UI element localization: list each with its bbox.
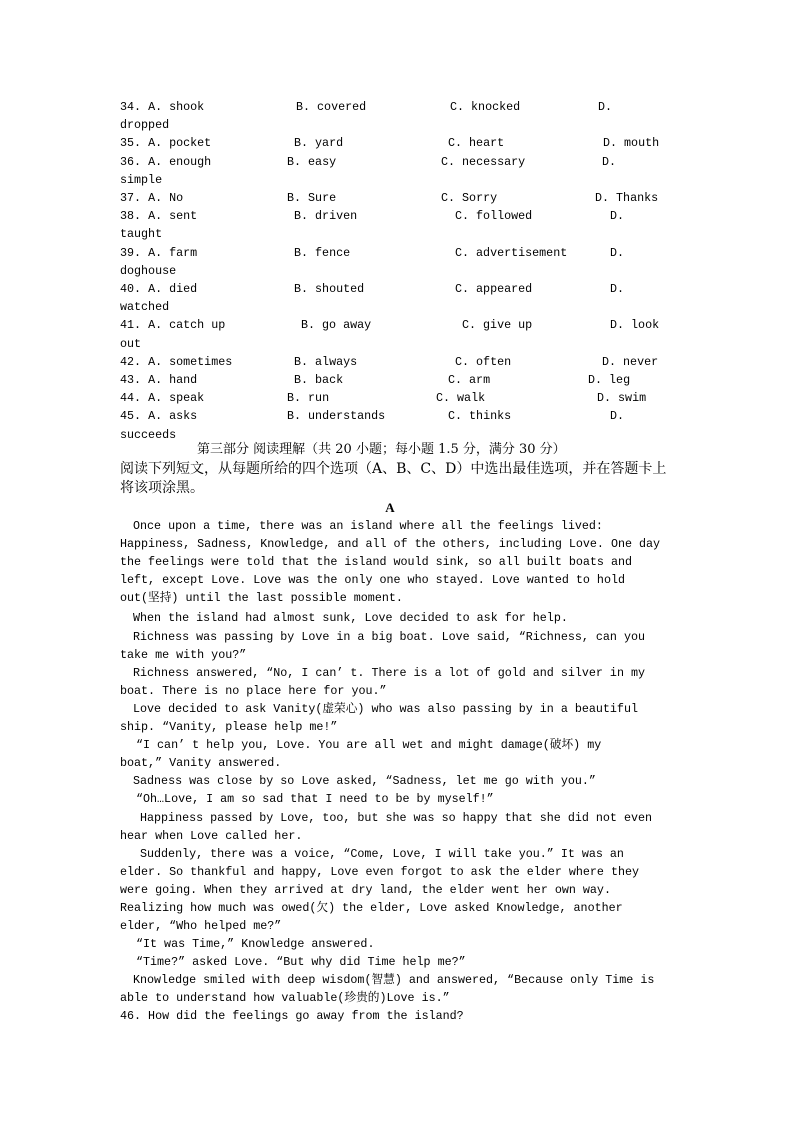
option-text: asks <box>169 409 198 424</box>
option-a <box>120 280 197 298</box>
question-number: 45. <box>120 409 142 424</box>
option-a <box>120 371 197 389</box>
option-text: taught <box>120 227 163 242</box>
question-row <box>120 244 680 280</box>
option-text: easy <box>308 154 337 169</box>
option-b <box>287 189 336 207</box>
passage-line: “Oh…Love, I am so sad that I need to be by myself!” <box>136 792 494 807</box>
option-b <box>294 371 343 389</box>
question-number: 37. <box>120 191 142 206</box>
option-c <box>455 207 532 225</box>
option-letter: B. <box>294 354 309 369</box>
option-a <box>120 98 204 116</box>
option-text: knocked <box>471 100 521 114</box>
passage-line: Sadness was close by so Love asked, “Sadness, let me go with you.” <box>133 774 596 789</box>
option-letter: D. <box>595 191 610 206</box>
option-letter: A. <box>148 354 163 369</box>
passage-paragraph <box>120 809 680 845</box>
option-b <box>287 389 329 407</box>
question-row <box>120 371 680 389</box>
option-a <box>120 316 225 334</box>
passage-line: hear when Love called her. <box>120 828 303 843</box>
option-letter: A. <box>148 191 163 206</box>
option-text: No <box>169 191 184 206</box>
passage-line: Love decided to ask Vanity(虚荣心) who was also passing by in a beautiful <box>133 701 638 716</box>
option-letter: C. <box>448 373 463 388</box>
passage-paragraph <box>120 700 680 736</box>
passage-line: When the island had almost sunk, Love decided to ask for help. <box>133 611 568 626</box>
option-text: often <box>476 354 512 369</box>
passage-paragraph <box>120 790 680 808</box>
passage-line: Knowledge smiled with deep wisdom(智慧) and answered, “Because only Time is <box>133 973 655 988</box>
option-text: never <box>623 354 659 369</box>
question-number: 43. <box>120 373 142 388</box>
passage-line: boat,” Vanity answered. <box>120 756 282 771</box>
option-text: leg <box>609 373 631 388</box>
option-text: arm <box>469 373 491 388</box>
option-letter: A. <box>148 136 163 151</box>
option-letter: A. <box>148 409 163 424</box>
option-text: Sorry <box>462 191 498 206</box>
option-letter: C. <box>448 136 463 151</box>
option-text: shook <box>169 100 205 114</box>
option-letter: C. <box>455 245 470 260</box>
option-letter: B. <box>287 154 302 169</box>
option-letter: B. <box>287 409 302 424</box>
option-a <box>120 244 197 262</box>
option-letter: C. <box>448 409 463 424</box>
question-number: 40. <box>120 282 142 297</box>
option-text: hand <box>169 373 198 388</box>
cloze-options-list <box>120 98 680 444</box>
option-letter: C. <box>462 318 477 333</box>
option-a <box>120 407 197 425</box>
option-letter: C. <box>455 354 470 369</box>
passage-line: out(坚持) until the last possible moment. <box>120 591 403 606</box>
option-b <box>294 353 357 371</box>
question-row <box>120 153 680 189</box>
question-row <box>120 134 680 152</box>
option-text: run <box>308 391 330 406</box>
option-letter: A. <box>148 391 163 406</box>
option-c <box>448 134 504 152</box>
option-letter: B. <box>294 209 309 224</box>
section-title: 第三部分 阅读理解（共 20 小题；每小题 1.5 分，满分 30 分） <box>197 442 566 457</box>
question-number: 38. <box>120 209 142 224</box>
passage-line: Richness answered, “No, I can’ t. There is a lot of gold and silver in my <box>133 665 645 680</box>
passage-line: “It was Time,” Knowledge answered. <box>136 937 375 952</box>
option-text: enough <box>169 154 212 169</box>
option-text: driven <box>315 209 358 224</box>
option-letter: B. <box>294 245 309 260</box>
option-d <box>120 371 720 389</box>
question-row <box>120 353 680 371</box>
option-a <box>120 153 211 171</box>
option-letter: D. <box>602 154 617 169</box>
passage-line: Happiness passed by Love, too, but she was so happy that she did not even <box>140 810 652 825</box>
option-letter: D. <box>598 100 613 114</box>
question-number: 39. <box>120 245 142 260</box>
option-text: always <box>315 354 358 369</box>
question-row <box>120 389 680 407</box>
option-a <box>120 207 197 225</box>
option-a <box>120 189 183 207</box>
option-letter: C. <box>436 391 451 406</box>
option-b <box>294 134 343 152</box>
option-a <box>120 353 232 371</box>
option-text: advertisement <box>476 245 568 260</box>
option-text: simple <box>120 172 163 187</box>
instructions-line: 阅读下列短文，从每题所给的四个选项（A、B、C、D）中选出最佳选项，并在答题卡上 <box>120 461 667 477</box>
option-letter: B. <box>301 318 316 333</box>
passage-paragraph <box>120 517 680 607</box>
option-text: succeeds <box>120 427 177 442</box>
passage-paragraph <box>120 935 680 953</box>
option-letter: C. <box>450 100 465 114</box>
option-text: catch up <box>169 318 226 333</box>
option-a <box>120 134 211 152</box>
option-letter: A. <box>148 154 163 169</box>
option-letter: C. <box>441 154 456 169</box>
passage-line: elder. So thankful and happy, Love even forgot to ask the elder where they <box>120 864 640 879</box>
option-letter: D. <box>597 391 612 406</box>
option-text: watched <box>120 300 170 315</box>
question-row <box>120 280 680 316</box>
option-c <box>441 189 497 207</box>
question-number: 36. <box>120 154 142 169</box>
passage-line: Richness was passing by Love in a big boat. Love said, “Richness, can you <box>133 629 645 644</box>
question-row <box>120 316 680 352</box>
instructions-line: 将该项涂黑。 <box>120 479 204 496</box>
option-text: appeared <box>476 282 533 297</box>
option-letter: B. <box>287 191 302 206</box>
option-letter: A. <box>148 245 163 260</box>
option-letter: B. <box>294 373 309 388</box>
option-letter: B. <box>287 391 302 406</box>
option-letter: B. <box>294 136 309 151</box>
option-letter: C. <box>455 282 470 297</box>
option-b <box>296 98 366 116</box>
option-text: farm <box>169 245 198 260</box>
option-text: give up <box>483 318 533 333</box>
option-text: followed <box>476 209 533 224</box>
option-text: Sure <box>308 191 337 206</box>
option-text: necessary <box>462 154 526 169</box>
question-46: 46. How did the feelings go away from the island? <box>120 1009 464 1023</box>
option-text: thinks <box>469 409 512 424</box>
option-text: look out <box>120 318 660 351</box>
option-text: yard <box>315 136 344 151</box>
passage-line: Happiness, Sadness, Knowledge, and all of the others, including Love. One day <box>120 537 661 552</box>
option-letter: D. <box>610 409 625 424</box>
question-number: 42. <box>120 354 142 369</box>
option-c <box>462 316 532 334</box>
section-instructions <box>120 460 666 497</box>
question-number: 44. <box>120 391 142 406</box>
option-letter: C. <box>455 209 470 224</box>
option-text: swim <box>618 391 647 406</box>
question-row <box>120 189 680 207</box>
option-text: pocket <box>169 136 212 151</box>
option-c <box>448 407 511 425</box>
option-b <box>287 153 336 171</box>
option-c <box>441 153 525 171</box>
option-text: died <box>169 282 198 297</box>
option-b <box>287 407 385 425</box>
question-row <box>120 207 680 243</box>
option-letter: D. <box>610 209 625 224</box>
passage-line: “Time?” asked Love. “But why did Time help me?” <box>136 955 466 970</box>
option-letter: D. <box>603 136 618 151</box>
option-text: sometimes <box>169 354 233 369</box>
option-c <box>448 371 490 389</box>
option-text: fence <box>315 245 351 260</box>
option-text: covered <box>317 100 367 114</box>
option-letter: A. <box>148 209 163 224</box>
passage-paragraph <box>120 609 680 627</box>
option-a <box>120 389 204 407</box>
passage-paragraph <box>120 628 680 664</box>
option-letter: C. <box>441 191 456 206</box>
option-text: heart <box>469 136 505 151</box>
option-b <box>301 316 371 334</box>
option-b <box>294 207 357 225</box>
passage-line: Suddenly, there was a voice, “Come, Love, I will take you.” It was an <box>140 846 624 861</box>
reading-passage <box>120 517 680 1008</box>
question-number: 35. <box>120 136 142 151</box>
option-text: mouth <box>624 136 660 151</box>
passage-paragraph <box>120 664 680 700</box>
option-letter: D. <box>588 373 603 388</box>
option-letter: A. <box>148 282 163 297</box>
option-letter: A. <box>148 373 163 388</box>
option-c <box>436 389 485 407</box>
option-letter: A. <box>148 100 163 114</box>
option-c <box>450 98 520 116</box>
passage-line: able to understand how valuable(珍贵的)Love is.” <box>120 991 450 1006</box>
passage-label: A <box>385 500 395 515</box>
passage-line: Realizing how much was owed(欠) the elder, Love asked Knowledge, another <box>120 900 623 915</box>
option-b <box>294 244 350 262</box>
option-c <box>455 353 511 371</box>
option-b <box>294 280 364 298</box>
passage-paragraph <box>120 971 680 1007</box>
passage-line: take me with you?” <box>120 647 247 662</box>
passage-line: “I can’ t help you, Love. You are all wet and might damage(破坏) my <box>136 738 602 753</box>
option-text: doghouse <box>120 263 177 278</box>
option-text: dropped <box>120 118 170 133</box>
option-letter: D. <box>610 245 625 260</box>
passage-paragraph <box>120 845 680 935</box>
passage-line: Once upon a time, there was an island where all the feelings lived: <box>133 519 603 533</box>
option-letter: A. <box>148 318 163 333</box>
option-text: walk <box>457 391 486 406</box>
passage-line: ship. “Vanity, please help me!” <box>120 720 338 735</box>
option-letter: B. <box>296 100 311 114</box>
passage-line: left, except Love. Love was the only one who stayed. Love wanted to hold <box>120 573 625 588</box>
question-row <box>120 98 680 134</box>
option-text: understands <box>308 409 386 424</box>
passage-line: were going. When they arrived at dry land, the elder went her own way. <box>120 882 611 897</box>
passage-paragraph <box>120 953 680 971</box>
option-text: shouted <box>315 282 365 297</box>
question-number: 34. <box>120 100 142 114</box>
passage-line: elder, “Who helped me?” <box>120 919 282 934</box>
option-text: Thanks <box>616 191 659 206</box>
option-d <box>120 189 720 207</box>
option-text: go away <box>322 318 372 333</box>
option-text: speak <box>169 391 205 406</box>
option-c <box>455 280 532 298</box>
option-c <box>455 244 567 262</box>
question-number: 41. <box>120 318 142 333</box>
question-row <box>120 407 680 443</box>
option-text: back <box>315 373 344 388</box>
passage-line: boat. There is no place here for you.” <box>120 683 387 698</box>
option-d <box>120 389 720 407</box>
option-letter: B. <box>294 282 309 297</box>
passage-paragraph <box>120 736 680 772</box>
option-text: sent <box>169 209 198 224</box>
option-letter: D. <box>610 282 625 297</box>
passage-line: the feelings were told that the island would sink, so all built boats and <box>120 555 632 570</box>
option-letter: D. <box>602 354 617 369</box>
passage-paragraph <box>120 772 680 790</box>
option-letter: D. <box>610 318 625 333</box>
